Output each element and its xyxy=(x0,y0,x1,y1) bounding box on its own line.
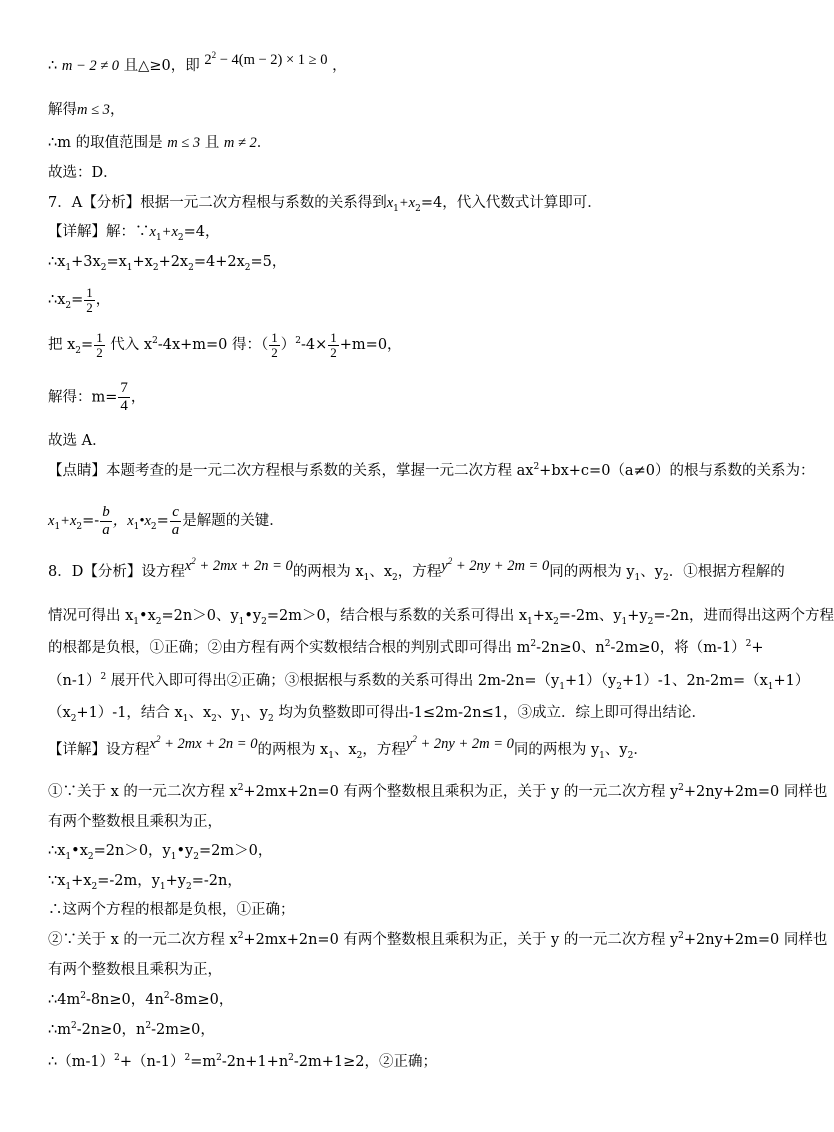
numerator: 1 xyxy=(330,329,337,345)
text: +x xyxy=(71,873,92,889)
text: 、x xyxy=(333,742,357,758)
math: 1 xyxy=(133,616,140,627)
math: x xyxy=(184,558,192,574)
numerator: 1 xyxy=(271,329,278,345)
math: = xyxy=(71,292,84,308)
text: +1） xyxy=(773,673,810,689)
math: 1 xyxy=(328,750,334,761)
math: 2 xyxy=(288,1053,294,1064)
text: ． xyxy=(633,742,648,758)
math: 2 xyxy=(627,750,634,761)
line-answer-d xyxy=(48,163,118,183)
math: 2 xyxy=(553,616,559,627)
q7-step3 xyxy=(48,330,402,360)
q8-detail-4 xyxy=(48,841,272,861)
q8-detail-8 xyxy=(48,960,222,980)
text: 且 xyxy=(204,135,220,151)
fraction xyxy=(118,380,130,415)
text: -2m≥0，将（m-1） xyxy=(610,640,746,656)
text: 、y xyxy=(604,742,628,758)
text: 、y xyxy=(245,705,269,721)
text: =2m＞0， xyxy=(198,843,273,859)
math: 1 xyxy=(170,851,177,862)
math: 2 xyxy=(356,750,363,761)
text: 解得 xyxy=(48,102,77,118)
math: 1 xyxy=(126,262,133,273)
math: + 2mx + 2n = 0 xyxy=(160,736,258,752)
math: 1 xyxy=(239,713,246,724)
math: 1 xyxy=(621,616,628,627)
text: =2n＞0、y xyxy=(161,608,239,624)
text: =2m＞0，结合根与系数的关系可得出 x xyxy=(266,608,527,624)
math: 2 xyxy=(678,783,684,794)
math: 2 xyxy=(447,556,453,567)
text: •y xyxy=(244,608,262,624)
math: 2 xyxy=(415,203,421,214)
denominator: 2 xyxy=(330,344,337,360)
text: 、y xyxy=(640,564,663,580)
math: 2 xyxy=(211,50,217,61)
q7-result xyxy=(48,380,145,415)
math: 1 xyxy=(634,572,641,583)
q7-comment xyxy=(48,461,814,481)
math: +3x xyxy=(71,254,101,270)
math: -4× xyxy=(301,337,328,353)
text: ∴x xyxy=(48,843,66,859)
q7-step1 xyxy=(48,252,286,272)
text: 、x xyxy=(369,564,393,580)
text: 7．A【分析】根据一元二次方程根与系数的关系得到 xyxy=(48,195,387,211)
math: m ≤ 3 xyxy=(77,102,110,118)
math: 2 xyxy=(188,262,194,273)
text: 解得：m= xyxy=(48,389,118,406)
equation xyxy=(185,558,293,574)
denominator: a xyxy=(102,521,110,538)
text: 、x xyxy=(188,705,212,721)
text: +1）-1，结合 x xyxy=(76,705,183,721)
math: 2 xyxy=(647,616,654,627)
text: +1）（y xyxy=(564,673,617,689)
text: ， xyxy=(130,389,146,406)
math: 2 xyxy=(295,336,301,347)
text: 、y xyxy=(216,705,240,721)
text: 【点睛】本题考查的是一元二次方程根与系数的关系，掌握一元二次方程 ax xyxy=(48,463,534,479)
math: 1 xyxy=(767,681,774,692)
q8-detail-1 xyxy=(48,734,648,761)
math: 2 xyxy=(268,713,274,724)
text: +x xyxy=(532,608,554,624)
math: 1 xyxy=(599,750,605,761)
text: + xyxy=(751,640,764,656)
text: 有两个整数根且乘积为正， xyxy=(48,814,222,830)
math: 2 xyxy=(152,336,158,347)
text: 有两个整数根且乘积为正， xyxy=(48,962,222,978)
text: +1）-1、2n-2m=（x xyxy=(622,673,768,689)
math: 2 xyxy=(100,672,107,683)
text: -2m+1≥2，②正确； xyxy=(293,1054,438,1070)
text: ， xyxy=(332,58,347,74)
denominator: 2 xyxy=(96,344,103,360)
math: 2 xyxy=(211,713,217,724)
text: （n-1） xyxy=(48,673,101,689)
math: + 2ny + 2m = 0 xyxy=(416,736,514,752)
math: x xyxy=(149,736,156,752)
math: ∴x xyxy=(48,254,66,270)
q7-answer xyxy=(48,431,107,451)
text: 且△≥0，即 xyxy=(123,58,200,74)
text: 【详解】解：∵ xyxy=(48,224,150,240)
text: （x xyxy=(48,705,71,721)
q7-vieta xyxy=(48,503,284,539)
text: -2n≥0、n xyxy=(536,640,605,656)
math: 2 xyxy=(244,262,251,273)
math: 2 xyxy=(152,262,159,273)
text: 均为负整数即可得出-1≤2m-2n≤1，③成立．综上即可得出结论． xyxy=(273,705,706,721)
q8-detail-5 xyxy=(48,871,242,891)
q7-detail xyxy=(48,222,220,242)
math: = xyxy=(156,513,169,529)
math: 2 xyxy=(533,462,540,473)
math: =- xyxy=(82,513,100,529)
math: 2 xyxy=(155,616,162,627)
math: 2 xyxy=(745,639,752,650)
q8-detail-9 xyxy=(48,990,233,1010)
math: 2 xyxy=(216,1053,222,1064)
numerator: b xyxy=(102,503,110,520)
denominator: 2 xyxy=(86,299,93,315)
q8-analysis-3 xyxy=(48,638,764,658)
math: 2 xyxy=(70,1021,77,1032)
text: -2n≥0，n xyxy=(76,1022,146,1038)
text: •x xyxy=(71,843,88,859)
math: 1 xyxy=(54,521,61,532)
numerator: 1 xyxy=(96,329,103,345)
math: 2 xyxy=(70,713,77,724)
text: 同的两根为 y xyxy=(549,564,635,580)
math: 2 xyxy=(76,521,83,532)
text: +y xyxy=(627,608,648,624)
math: ，x xyxy=(112,513,134,529)
q8-analysis-5 xyxy=(48,703,706,723)
math: 2 xyxy=(678,931,684,942)
text: -2m≥0， xyxy=(151,1022,215,1038)
text: =-2n，进而得出这两个方程 xyxy=(653,608,834,624)
equation xyxy=(150,736,258,752)
line-range xyxy=(48,133,271,153)
q8-detail-7 xyxy=(48,930,827,950)
math: 2 xyxy=(186,881,192,892)
text: +2ny+2m=0 同样也 xyxy=(683,784,828,800)
math: 2 xyxy=(177,232,184,243)
math: •x xyxy=(139,513,151,529)
math: 2 xyxy=(75,345,82,356)
text: ①∵关于 x 的一元二次方程 x xyxy=(48,784,238,800)
text: ∴这两个方程的根都是负根，①正确； xyxy=(48,902,295,918)
math: +x xyxy=(398,195,416,211)
text: ∴m xyxy=(48,1022,71,1038)
math: + 2ny + 2m = 0 xyxy=(452,558,550,574)
math: 2 xyxy=(392,572,398,583)
math: x xyxy=(149,224,156,240)
numerator: 7 xyxy=(120,380,128,396)
math: 2 xyxy=(662,572,669,583)
math: +x xyxy=(60,513,77,529)
math: x xyxy=(386,195,394,211)
math: 1 xyxy=(65,851,72,862)
math: 2 xyxy=(87,851,94,862)
q8-detail-6 xyxy=(48,900,295,920)
text: ∵x xyxy=(48,873,66,889)
denominator: 4 xyxy=(120,398,128,414)
math: +x xyxy=(132,254,153,270)
text: +2ny+2m=0 同样也 xyxy=(683,932,828,948)
text: ） xyxy=(280,337,296,353)
math: 2 xyxy=(163,991,170,1002)
q8-detail-11 xyxy=(48,1052,437,1072)
math: 2 xyxy=(616,681,622,692)
text: 把 x xyxy=(48,337,76,353)
text: 【详解】设方程 xyxy=(48,742,150,758)
text: =4，代入代数式计算即可． xyxy=(420,195,602,211)
math: =5， xyxy=(250,254,287,270)
text: ∴ xyxy=(48,58,58,74)
math: +2x xyxy=(158,254,189,270)
math: − 4(m − 2) × 1 ≥ 0 xyxy=(216,52,328,68)
fraction xyxy=(328,331,339,360)
text: =-2m、y xyxy=(558,608,622,624)
denominator: a xyxy=(171,521,180,538)
math: 2 xyxy=(237,931,244,942)
math: 2 xyxy=(604,639,611,650)
text: 展开代入即可得出②正确；③根据根与系数的关系可得出 2m-2n=（y xyxy=(106,673,560,689)
math: 1 xyxy=(182,713,189,724)
line-solve xyxy=(48,100,124,120)
math: x xyxy=(48,513,55,529)
q8-analysis-2 xyxy=(48,606,834,626)
math: + 2mx + 2n = 0 xyxy=(195,558,293,574)
math: 1 xyxy=(133,521,140,532)
q8-analysis-1 xyxy=(48,556,785,583)
math: 2 xyxy=(80,991,86,1002)
text: +y xyxy=(165,873,186,889)
equation xyxy=(441,558,549,574)
math: 2 xyxy=(155,734,161,745)
math xyxy=(204,52,327,68)
text: =-2n， xyxy=(191,873,242,889)
math: 2 xyxy=(204,52,212,68)
math: y xyxy=(441,558,448,574)
q8-detail-10 xyxy=(48,1020,215,1040)
math: ∴x xyxy=(48,292,66,308)
text: ．①根据方程解的 xyxy=(668,564,785,580)
math: m − 2 ≠ 0 xyxy=(61,58,120,74)
math: y xyxy=(405,736,413,752)
math: 2 xyxy=(412,734,417,745)
math: 2 xyxy=(145,1021,152,1032)
text: •x xyxy=(139,608,156,624)
text: +bx+c=0（a≠0）的根与系数的关系为： xyxy=(539,463,815,479)
math: 2 xyxy=(100,262,107,273)
q8-analysis-4 xyxy=(48,671,809,691)
math: 2 xyxy=(150,521,157,532)
q8-detail-3 xyxy=(48,812,222,832)
text: 8．D【分析】设方程 xyxy=(48,564,185,580)
text: 代入 x xyxy=(105,337,153,353)
text: =2n＞0，y xyxy=(93,843,171,859)
text: ， xyxy=(95,292,111,308)
math: 1 xyxy=(393,203,399,214)
math: 2 xyxy=(191,556,196,567)
q7-step2 xyxy=(48,285,110,315)
text: 情况可得出 x xyxy=(48,608,134,624)
math: m ≠ 2 xyxy=(223,135,257,151)
text: 故选 A． xyxy=(48,433,107,449)
math: 1 xyxy=(559,681,565,692)
text: +2mx+2n=0 有两个整数根且乘积为正，关于 y 的一元二次方程 y xyxy=(243,784,679,800)
text: ，方程 xyxy=(362,742,406,758)
math: 2 xyxy=(530,639,537,650)
math: 1 xyxy=(155,232,162,243)
text: •y xyxy=(176,843,194,859)
text: 故选：D． xyxy=(48,165,118,181)
text: -2n+1+n xyxy=(221,1054,289,1070)
text: ∴4m xyxy=(48,992,81,1008)
text: 是解题的关键． xyxy=(182,513,284,529)
text: ， xyxy=(109,102,125,118)
math: 1 xyxy=(65,881,72,892)
text: 的两根为 x xyxy=(292,564,364,580)
math: 2 xyxy=(193,851,199,862)
text: 的两根为 x xyxy=(257,742,329,758)
text: ∴（m-1） xyxy=(48,1054,115,1070)
math: =x xyxy=(106,254,127,270)
text: =4， xyxy=(183,224,220,240)
math: =4+2x xyxy=(193,254,245,270)
text: 的根都是负根，①正确；②由方程有两个实数根结合根的判别式即可得出 m xyxy=(48,640,531,656)
text: ，方程 xyxy=(397,564,442,580)
text: ． xyxy=(256,135,272,151)
text: +2mx+2n=0 有两个整数根且乘积为正，关于 y 的一元二次方程 y xyxy=(243,932,679,948)
text: -4x+m=0 得：（ xyxy=(157,337,269,353)
line-condition xyxy=(48,50,347,76)
math: 2 xyxy=(65,300,72,311)
math: = xyxy=(81,337,94,353)
math: m ≤ 3 xyxy=(167,135,201,151)
math: 2 xyxy=(261,616,267,627)
fraction xyxy=(269,331,280,360)
math: +m=0， xyxy=(339,337,402,353)
math: 1 xyxy=(363,572,370,583)
math: 2 xyxy=(237,783,244,794)
text: 同的两根为 y xyxy=(513,742,600,758)
text: ②∵关于 x 的一元二次方程 x xyxy=(48,932,238,948)
fraction xyxy=(94,331,105,360)
fraction xyxy=(100,504,112,539)
math: 2 xyxy=(91,881,98,892)
math: +x xyxy=(161,224,178,240)
numerator: c xyxy=(170,504,182,522)
math: 1 xyxy=(527,616,533,627)
q7-analysis xyxy=(48,193,602,213)
math: 1 xyxy=(65,262,72,273)
fraction xyxy=(170,504,182,539)
equation xyxy=(406,736,514,752)
math: 1 xyxy=(159,881,166,892)
text: =-2m，y xyxy=(97,873,160,889)
math: 2 xyxy=(184,1053,191,1064)
math: 1 xyxy=(238,616,245,627)
q8-detail-2 xyxy=(48,782,827,802)
text: -8m≥0， xyxy=(169,992,234,1008)
text: -8n≥0，4n xyxy=(85,992,164,1008)
text: =m xyxy=(190,1054,217,1070)
text: +（n-1） xyxy=(119,1054,185,1070)
text: ∴m 的取值范围是 xyxy=(48,135,163,151)
numerator: 1 xyxy=(86,284,93,300)
denominator: 2 xyxy=(271,344,278,360)
math: 2 xyxy=(114,1053,120,1064)
fraction xyxy=(84,286,95,315)
